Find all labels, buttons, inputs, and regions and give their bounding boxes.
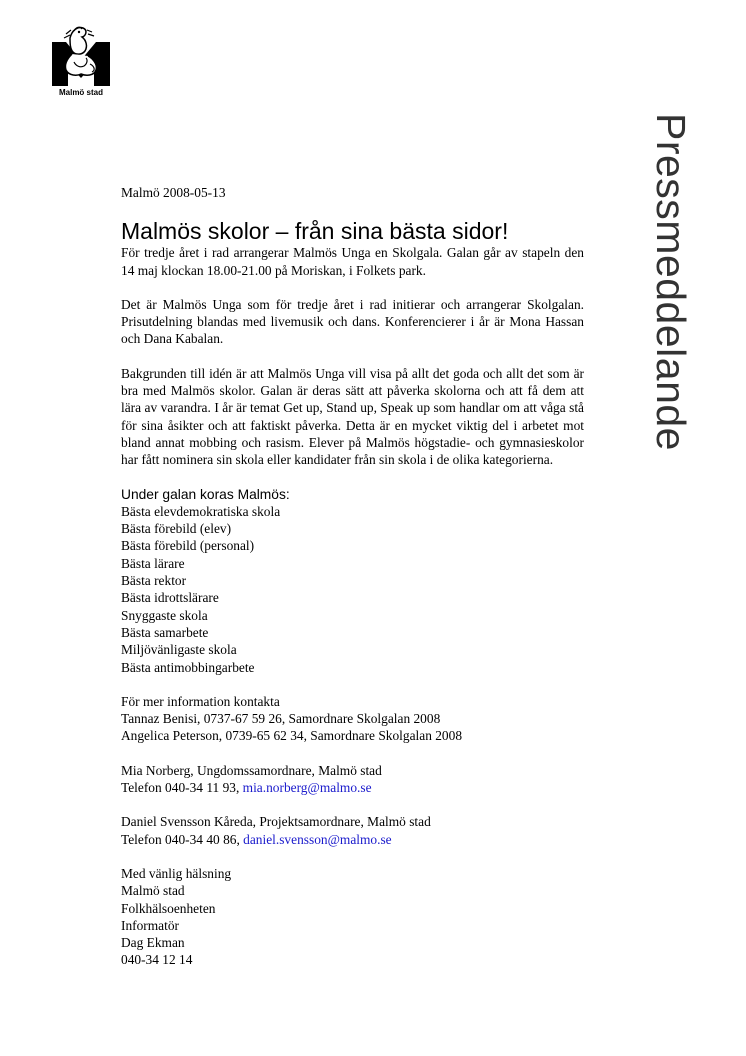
press-release-vertical-title: Pressmeddelande xyxy=(648,113,694,451)
press-release-body xyxy=(121,184,584,969)
category-list xyxy=(121,503,584,676)
category-item: Miljövänligaste skola xyxy=(121,642,237,658)
contact-mia-phone: Telefon 040-34 11 93, xyxy=(121,780,243,796)
logo-caption: Malmö stad xyxy=(58,88,103,97)
contact-daniel-email-link[interactable]: daniel.svensson@malmo.se xyxy=(243,831,392,847)
background-paragraph: Bakgrunden till idén är att Malmös Unga vill visa på allt det goda och allt det som är bra med Malmös skolor. Galan är deras sätt att påverka skolorna och att få dem att lära av varandra. I år är temat Get up, Stand up, Speak up som handlar om att våga stå för sina åsikter och att faktiskt påverka. Detta är en mycket viktig del i arbetet mot bland annat mobbing och rasism. Elever på Malmös högstadie- och gymnasieskolor har fått nominera sin skola eller kandidater från sin skola i de olika kategorierna. xyxy=(121,365,584,468)
signature-block xyxy=(121,865,584,969)
closing-line: Folkhälsoenheten xyxy=(121,900,216,916)
griffin-crest-icon xyxy=(52,24,110,86)
category-item: Bästa lärare xyxy=(121,555,185,571)
contact-daniel-phone: Telefon 040-34 40 86, xyxy=(121,831,244,847)
category-item: Bästa antimobbingarbete xyxy=(121,659,255,675)
closing-line: Med vänlig hälsning xyxy=(121,865,232,881)
intro-paragraph: För tredje året i rad arrangerar Malmös Unga en Skolgala. Galan går av stapeln den 14 maj klockan 18.00-21.00 på Moriskan, i Folkets park. xyxy=(121,245,584,278)
contact-daniel-phone-line xyxy=(121,831,584,848)
contact-daniel-name: Daniel Svensson Kåreda, Projektsamordnare, Malmö stad xyxy=(121,814,431,830)
category-item: Bästa samarbete xyxy=(121,624,209,640)
closing-line: Informatör xyxy=(121,917,180,933)
release-headline: Malmös skolor – från sina bästa sidor! xyxy=(121,218,509,245)
categories-heading: Under galan koras Malmös: xyxy=(121,486,290,502)
organizer-paragraph: Det är Malmös Unga som för tredje året i rad initierar och arrangerar Skolgalan. Prisutdelning blandas med livemusik och dans. Konferencierer i år är Mona Hassan och Dana Kabalan. xyxy=(121,296,584,347)
closing-line: Malmö stad xyxy=(121,883,185,899)
closing-line: Dag Ekman xyxy=(121,935,185,951)
contact-mia-email-link[interactable]: mia.norberg@malmo.se xyxy=(242,780,372,796)
category-item: Bästa elevdemokratiska skola xyxy=(121,503,281,519)
contact-line: Tannaz Benisi, 0737-67 59 26, Samordnare Skolgalan 2008 xyxy=(121,711,441,727)
category-item: Bästa förebild (personal) xyxy=(121,538,255,554)
category-item: Bästa rektor xyxy=(121,573,187,589)
closing-line: 040-34 12 14 xyxy=(121,952,193,968)
contact-heading: För mer information kontakta xyxy=(121,693,280,709)
malmo-stad-logo xyxy=(52,24,110,98)
category-item: Bästa förebild (elev) xyxy=(121,521,232,537)
contact-mia-phone-line xyxy=(121,779,584,796)
contact-mia-name: Mia Norberg, Ungdomssamordnare, Malmö stad xyxy=(121,762,382,778)
release-date: Malmö 2008-05-13 xyxy=(121,185,226,200)
category-item: Bästa idrottslärare xyxy=(121,590,219,606)
contact-line: Angelica Peterson, 0739-65 62 34, Samordnare Skolgalan 2008 xyxy=(121,728,463,744)
category-item: Snyggaste skola xyxy=(121,607,208,623)
